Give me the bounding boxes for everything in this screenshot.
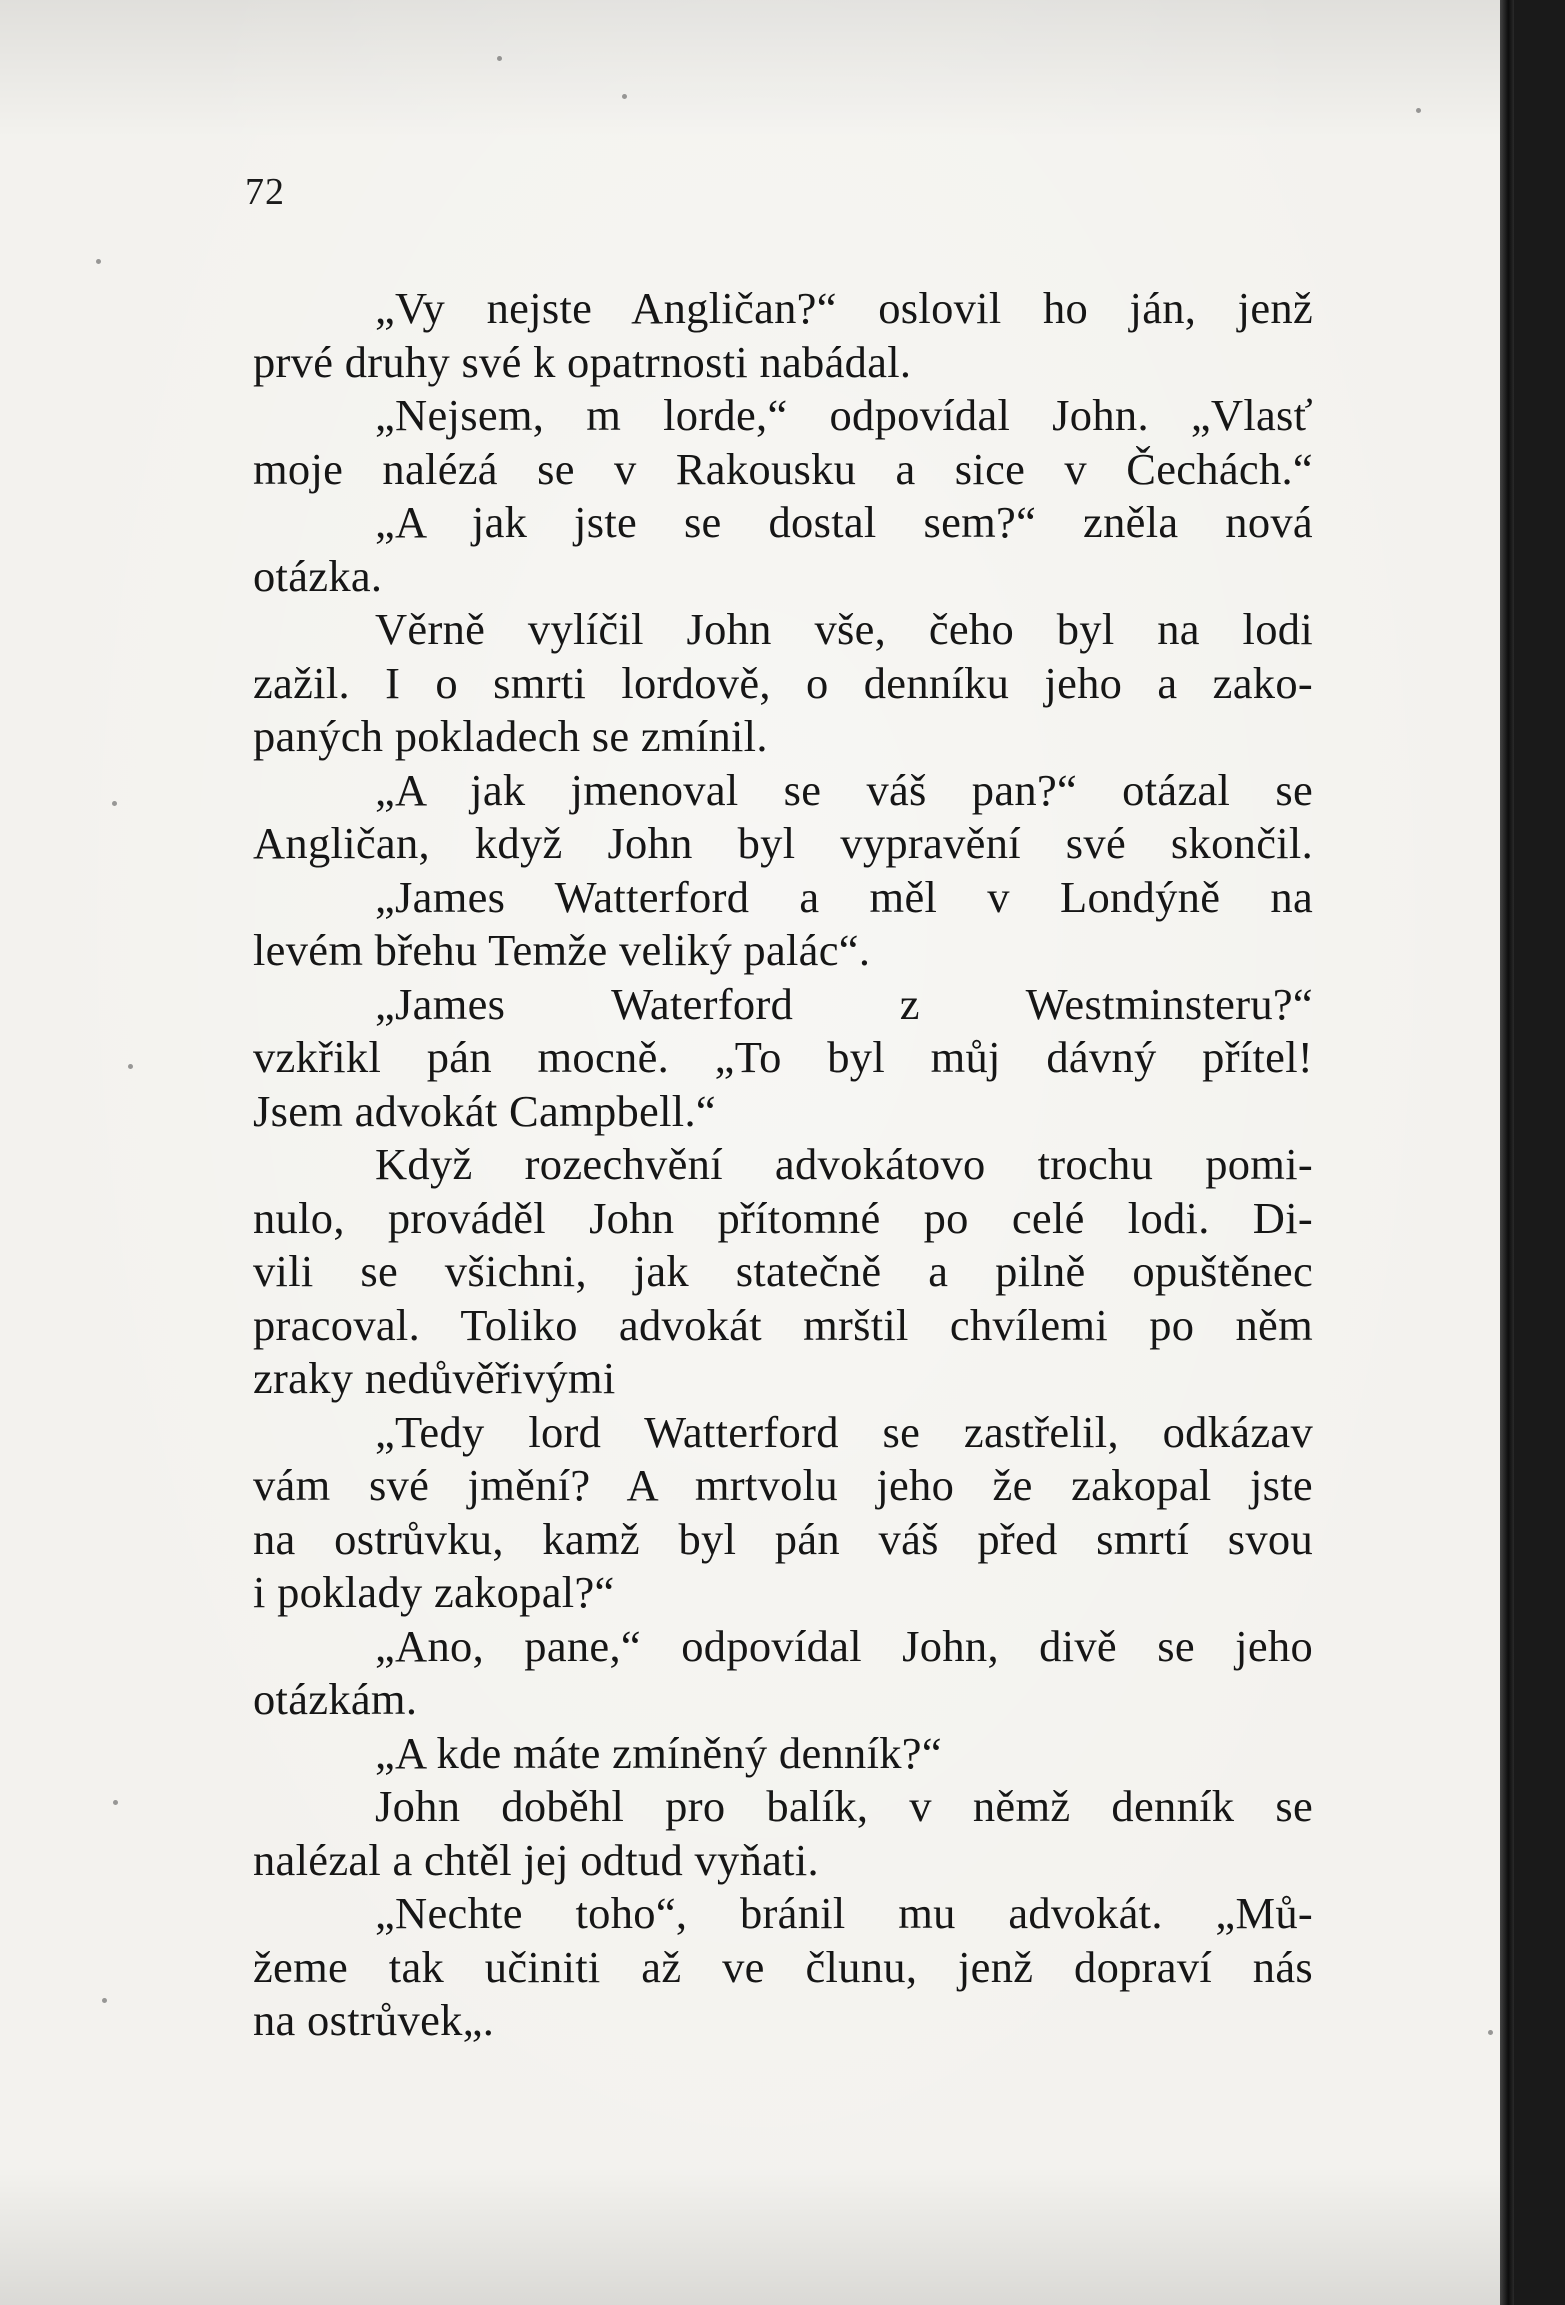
scan-speck	[1488, 2030, 1493, 2035]
text-line: Angličan, když John byl vypravění své skončil.	[253, 818, 1313, 868]
text-line: Jsem advokát Campbell.“	[253, 1085, 716, 1136]
text-line: „Nejsem, m lorde,“ odpovídal John. „Vlasť	[375, 390, 1313, 440]
text-line: zažil. I o smrti lordově, o denníku jeho a zako-	[253, 657, 1313, 708]
scan-speck	[112, 801, 117, 806]
text-line: žeme tak učiniti až ve člunu, jenž dopraví nás	[253, 1941, 1313, 1992]
scan-speck	[96, 259, 101, 264]
scan-speck	[497, 56, 502, 61]
page-text	[253, 282, 1313, 2048]
text-line: vám své jmění? A mrtvolu jeho že zakopal jste	[253, 1460, 1313, 1510]
page-edge-shadow	[1500, 0, 1514, 2305]
text-line: levém břehu Temže veliký palác“.	[253, 925, 871, 975]
text-line: Věrně vylíčil John vše, čeho byl na lodi	[375, 604, 1313, 654]
text-line: John doběhl pro balík, v němž denník se	[375, 1781, 1313, 1831]
scan-speck	[128, 1064, 133, 1069]
scan-speck	[1416, 108, 1421, 113]
text-line: „A kde máte zmíněný denník?“	[375, 1727, 942, 1778]
scan-speck	[113, 1800, 118, 1805]
text-line: Když rozechvění advokátovo trochu pomi-	[375, 1139, 1313, 1189]
text-line: „A jak jste se dostal sem?“ zněla nová	[375, 497, 1313, 547]
text-line: „James Watterford a měl v Londýně na	[375, 871, 1313, 922]
text-line: „Ano, pane,“ odpovídal John, divě se jeho	[375, 1620, 1313, 1671]
text-line: pracoval. Toliko advokát mrštil chvílemi po něm	[253, 1299, 1313, 1350]
text-line: „A jak jmenoval se váš pan?“ otázal se	[375, 764, 1313, 815]
text-line: na ostrůvek„.	[253, 1995, 495, 2045]
text-line: „Vy nejste Angličan?“ oslovil ho ján, jenž	[375, 283, 1313, 333]
text-line: „Nechte toho“, bránil mu advokát. „Mů-	[375, 1888, 1313, 1938]
scan-speck	[102, 1998, 107, 2003]
text-line: prvé druhy své k opatrnosti nabádal.	[253, 336, 912, 387]
text-line: i poklady zakopal?“	[253, 1567, 615, 1617]
text-line: vili se všichni, jak statečně a pilně opuštěnec	[253, 1246, 1313, 1296]
text-line: moje nalézá se v Rakousku a sice v Čechách.“	[253, 443, 1313, 494]
text-line: zraky nedůvěřivými	[253, 1353, 616, 1403]
text-line: „James Waterford z Westminsteru?“	[375, 978, 1313, 1029]
text-line: nulo, prováděl John přítomné po celé lodi. Di-	[253, 1192, 1313, 1243]
text-line: „Tedy lord Watterford se zastřelil, odkázav	[375, 1406, 1313, 1457]
text-line: paných pokladech se zmínil.	[253, 711, 768, 761]
scan-speck	[622, 94, 627, 99]
text-line: otázkám.	[253, 1674, 418, 1724]
text-line: otázka.	[253, 550, 383, 601]
text-line: na ostrůvku, kamž byl pán váš před smrtí svou	[253, 1513, 1313, 1564]
text-line: nalézal a chtěl jej odtud vyňati.	[253, 1834, 819, 1885]
text-line: vzkřikl pán mocně. „To byl můj dávný přítel!	[253, 1032, 1313, 1082]
page-number: 72	[245, 171, 285, 213]
